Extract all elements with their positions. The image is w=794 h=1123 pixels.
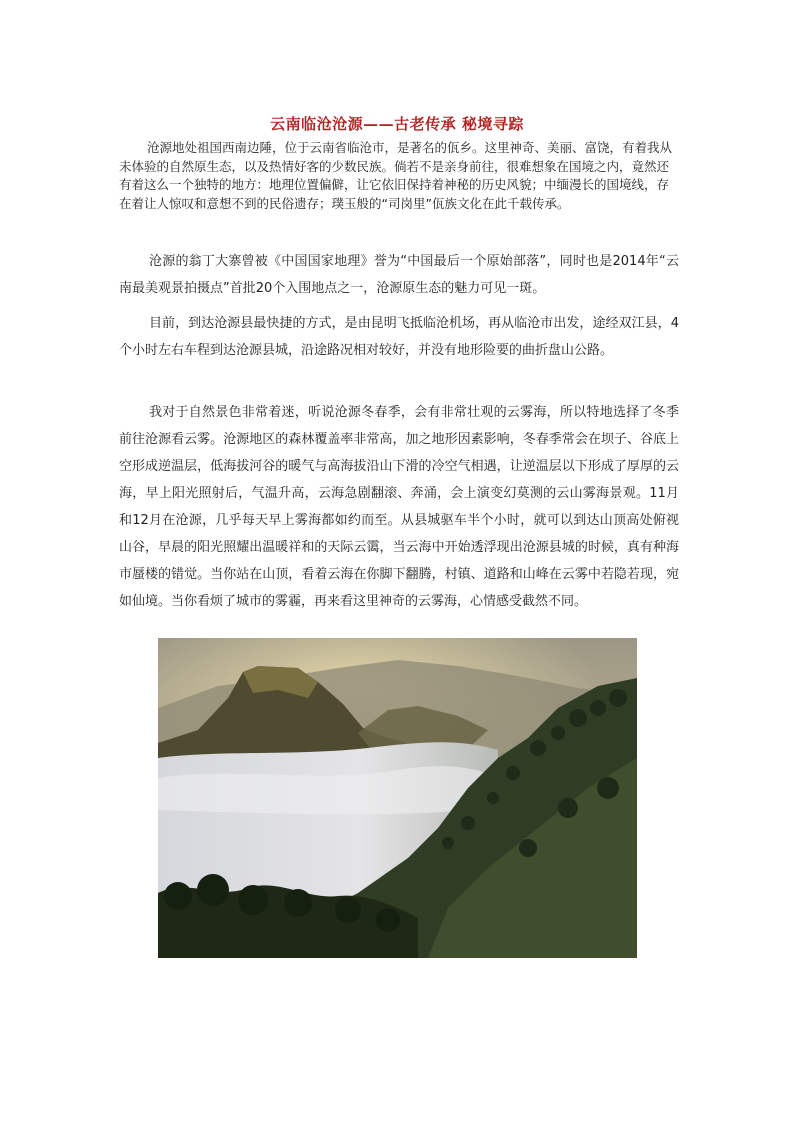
document-title: 云南临沧沧源——古老传承 秘境寻踪 xyxy=(270,115,524,133)
body-paragraph-1: 沧源的翁丁大寨曾被《中国国家地理》誉为“中国最后一个原始部落”，同时也是2014年“云南最美观景拍摄点”首批20个入围地点之一，沧源原生态的魅力可见一斑。 xyxy=(119,254,679,296)
intro-paragraph: 沧源地处祖国西南边陲，位于云南省临沧市，是著名的佤乡。这里神奇、美丽、富饶，有着我从未体验的自然原生态，以及热情好客的少数民族。倘若不是亲身前往，很难想象在国境之内，竟然还有着这么一个独特的地方：地理位置偏僻，让它依旧保持着神秘的历史风貌；中缅漫长的国境线，存在着让人惊叹和意想不到的民俗遗存；璞玉般的“司岗里”佤族文化在此千载传承。 xyxy=(119,140,673,211)
body-paragraph-2: 目前，到达沧源县最快捷的方式，是由昆明飞抵临沧机场，再从临沧市出发，途经双江县，4个小时左右车程到达沧源县城，沿途路况相对较好，并没有地形险要的曲折盘山公路。 xyxy=(119,316,679,358)
landscape-photo xyxy=(158,638,637,958)
body-paragraph-3: 我对于自然景色非常着迷，听说沧源冬春季，会有非常壮观的云雾海，所以特地选择了冬季前往沧源看云雾。沧源地区的森林覆盖率非常高，加之地形因素影响，冬春季常会在坝子、谷底上空形成逆温层，低海拔河谷的暖气与高海拔沿山下滑的冷空气相遇，让逆温层以下形成了厚厚的云海，早上阳光照射后，气温升高，云海急剧翻滚、奔涌，会上演变幻莫测的云山雾海景观。11月和12月在沧源，几乎每天早上雾海都如约而至。从县城驱车半个小时，就可以到达山顶高处俯视山谷，早晨的阳光照耀出温暖祥和的天际云霭，当云海中开始透浮现出沧源县城的时候，真有种海市蜃楼的错觉。当你站在山顶，看着云海在你脚下翻腾，村镇、道路和山峰在云雾中若隐若现，宛如仙境。当你看烦了城市的雾霾，再来看这里神奇的云雾海，心情感受截然不同。 xyxy=(119,405,679,609)
